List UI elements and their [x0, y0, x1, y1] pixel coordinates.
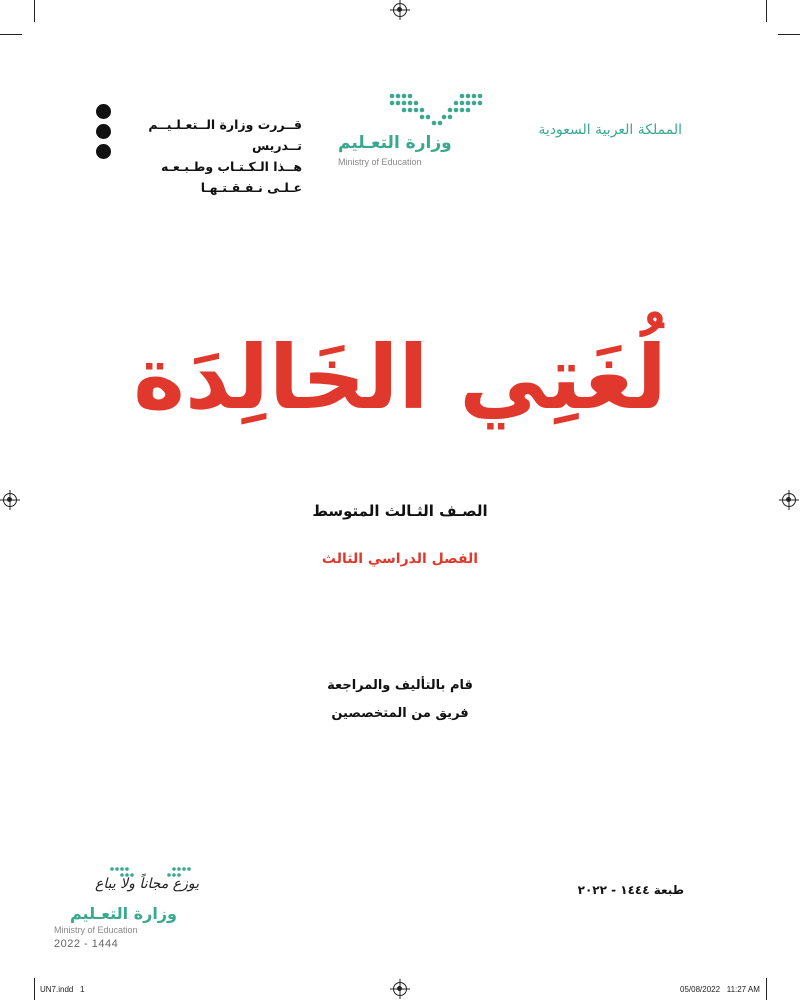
registration-mark-right — [782, 493, 796, 507]
bullet-dots-icon — [96, 104, 111, 164]
authors-line-1: قام بالتأليف والمراجعة — [327, 678, 473, 693]
print-slug-file: UN7.indd 1 — [40, 985, 85, 994]
registration-mark-left — [3, 493, 17, 507]
semester: الفصل الدراسي الثالث — [321, 551, 479, 567]
crop-mark — [766, 0, 767, 22]
ministry-name-en: Ministry of Education — [338, 157, 422, 167]
decree-line-2: هــذا الـكـتـاب وطـبـعـه عـلـى نـفـقـتـهـا — [161, 159, 302, 195]
print-slug-timestamp: 05/08/2022 11:27 AM — [680, 985, 760, 994]
authors-line-2: فريق من المتخصصين — [331, 706, 469, 721]
grade-level: الصـف الثـالث المتوسط — [312, 502, 488, 520]
ministry-name-ar: وزارة التعـليم — [338, 133, 452, 153]
crop-mark — [0, 34, 22, 35]
footer-ministry-name-ar: وزارة التعـليم — [70, 904, 177, 923]
free-distribution-slogan: يوزع مجاناً ولا يباع — [94, 876, 200, 892]
decree-text — [124, 114, 302, 198]
crop-mark — [34, 978, 35, 1000]
kingdom-name: المملكة العربية السعودية — [538, 122, 682, 138]
book-title: لُغَتِي الخَالِدَة — [133, 326, 667, 429]
footer-year: 2022 - 1444 — [54, 938, 119, 950]
ministry-logo-icon — [388, 92, 488, 128]
footer-ministry-name-en: Ministry of Education — [54, 925, 138, 935]
registration-mark-top — [393, 3, 407, 17]
registration-mark-bottom — [393, 982, 407, 996]
edition: طبعة ١٤٤٤ - ٢٠٢٢ — [577, 883, 684, 897]
crop-mark — [34, 0, 35, 22]
crop-mark — [778, 34, 800, 35]
crop-mark — [766, 978, 767, 1000]
decree-line-1: قــررت وزارة الــتعـلـيــم تــدريس — [148, 117, 302, 153]
